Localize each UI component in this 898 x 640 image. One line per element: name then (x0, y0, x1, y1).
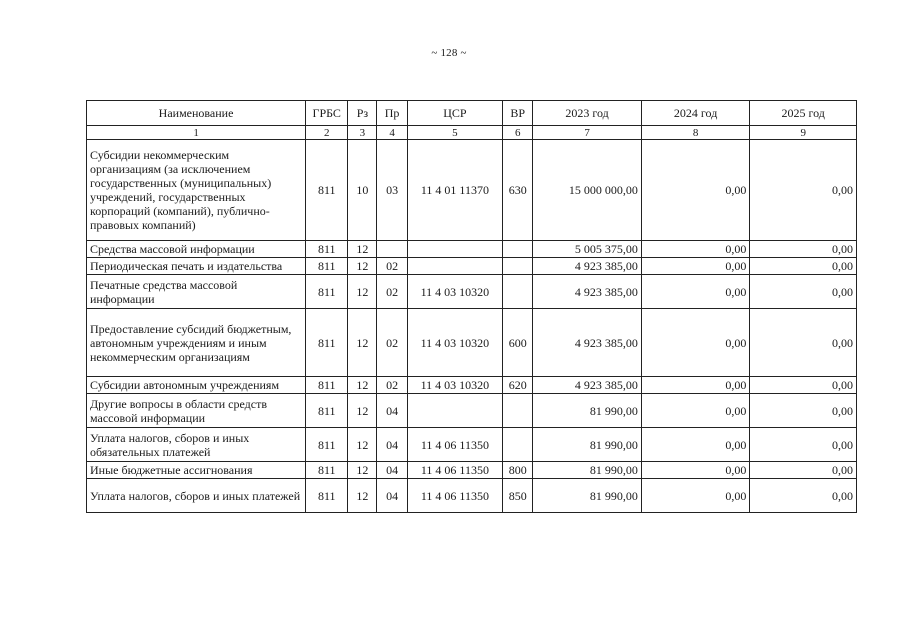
table-row (87, 275, 857, 309)
row-vr (503, 241, 533, 258)
row-rz: 10 (348, 140, 377, 241)
header-vr: ВР (503, 101, 533, 126)
row-vr: 800 (503, 462, 533, 479)
row-2024: 0,00 (641, 258, 750, 275)
row-2023: 81 990,00 (533, 462, 642, 479)
column-number: 4 (377, 126, 407, 140)
row-grbs: 811 (306, 258, 348, 275)
column-number: 9 (750, 126, 857, 140)
row-name: Средства массовой информации (87, 241, 306, 258)
row-2024: 0,00 (641, 309, 750, 377)
row-rz: 12 (348, 479, 377, 513)
header-2023: 2023 год (533, 101, 642, 126)
column-number: 3 (348, 126, 377, 140)
row-2025: 0,00 (750, 428, 857, 462)
table-row (87, 309, 857, 377)
row-pr: 02 (377, 258, 407, 275)
row-grbs: 811 (306, 140, 348, 241)
column-number: 7 (533, 126, 642, 140)
row-vr: 600 (503, 309, 533, 377)
row-2025: 0,00 (750, 241, 857, 258)
row-grbs: 811 (306, 462, 348, 479)
column-number: 5 (407, 126, 502, 140)
row-csr (407, 394, 502, 428)
column-number: 2 (306, 126, 348, 140)
row-name: Уплата налогов, сборов и иных платежей (87, 479, 306, 513)
row-name: Субсидии автономным учреждениям (87, 377, 306, 394)
row-grbs: 811 (306, 428, 348, 462)
row-csr: 11 4 06 11350 (407, 479, 502, 513)
row-pr: 04 (377, 462, 407, 479)
page-number: ~ 128 ~ (431, 47, 467, 59)
header-name: Наименование (87, 101, 306, 126)
row-vr (503, 394, 533, 428)
row-rz: 12 (348, 394, 377, 428)
table-row (87, 479, 857, 513)
row-rz: 12 (348, 241, 377, 258)
row-2025: 0,00 (750, 309, 857, 377)
row-grbs: 811 (306, 479, 348, 513)
row-vr: 620 (503, 377, 533, 394)
table-row (87, 377, 857, 394)
row-grbs: 811 (306, 309, 348, 377)
row-grbs: 811 (306, 394, 348, 428)
row-csr: 11 4 03 10320 (407, 377, 502, 394)
row-grbs: 811 (306, 241, 348, 258)
row-2023: 81 990,00 (533, 394, 642, 428)
row-name: Периодическая печать и издательства (87, 258, 306, 275)
row-rz: 12 (348, 309, 377, 377)
row-csr: 11 4 06 11350 (407, 462, 502, 479)
table-row (87, 428, 857, 462)
row-2023: 15 000 000,00 (533, 140, 642, 241)
table-row (87, 394, 857, 428)
row-pr: 02 (377, 275, 407, 309)
row-pr: 03 (377, 140, 407, 241)
row-pr: 04 (377, 428, 407, 462)
row-2024: 0,00 (641, 462, 750, 479)
header-pr: Пр (377, 101, 407, 126)
row-csr (407, 258, 502, 275)
row-2025: 0,00 (750, 275, 857, 309)
header-2024: 2024 год (641, 101, 750, 126)
row-vr: 630 (503, 140, 533, 241)
row-name: Иные бюджетные ассигнования (87, 462, 306, 479)
table-header-row (87, 101, 857, 126)
row-csr: 11 4 03 10320 (407, 275, 502, 309)
row-2025: 0,00 (750, 479, 857, 513)
table-row (87, 241, 857, 258)
row-pr: 04 (377, 394, 407, 428)
row-2023: 81 990,00 (533, 428, 642, 462)
row-vr (503, 428, 533, 462)
row-2024: 0,00 (641, 241, 750, 258)
row-vr (503, 275, 533, 309)
row-rz: 12 (348, 377, 377, 394)
row-rz: 12 (348, 428, 377, 462)
row-2024: 0,00 (641, 479, 750, 513)
row-pr: 02 (377, 377, 407, 394)
row-rz: 12 (348, 462, 377, 479)
row-name: Предоставление субсидий бюджетным, автономным учреждениям и иным некоммерческим организациям (87, 309, 306, 377)
row-name: Печатные средства массовой информации (87, 275, 306, 309)
row-2025: 0,00 (750, 377, 857, 394)
row-csr: 11 4 01 11370 (407, 140, 502, 241)
header-2025: 2025 год (750, 101, 857, 126)
row-2025: 0,00 (750, 462, 857, 479)
table-row (87, 462, 857, 479)
column-number: 6 (503, 126, 533, 140)
row-2023: 4 923 385,00 (533, 309, 642, 377)
row-csr (407, 241, 502, 258)
column-number: 1 (87, 126, 306, 140)
row-pr: 04 (377, 479, 407, 513)
row-2023: 5 005 375,00 (533, 241, 642, 258)
row-2023: 4 923 385,00 (533, 258, 642, 275)
header-rz: Рз (348, 101, 377, 126)
row-2023: 4 923 385,00 (533, 377, 642, 394)
row-rz: 12 (348, 258, 377, 275)
row-2024: 0,00 (641, 275, 750, 309)
row-2024: 0,00 (641, 377, 750, 394)
row-csr: 11 4 06 11350 (407, 428, 502, 462)
row-name: Субсидии некоммерческим организациям (за исключением государственных (муниципальных) учреждений, государственных корпораций (компаний), публично-правовых компаний) (87, 140, 306, 241)
row-2024: 0,00 (641, 140, 750, 241)
row-2025: 0,00 (750, 394, 857, 428)
row-csr: 11 4 03 10320 (407, 309, 502, 377)
column-number-row (87, 126, 857, 140)
row-name: Уплата налогов, сборов и иных обязательных платежей (87, 428, 306, 462)
row-rz: 12 (348, 275, 377, 309)
row-2025: 0,00 (750, 258, 857, 275)
row-2024: 0,00 (641, 428, 750, 462)
header-grbs: ГРБС (306, 101, 348, 126)
row-pr (377, 241, 407, 258)
row-vr: 850 (503, 479, 533, 513)
row-2025: 0,00 (750, 140, 857, 241)
row-grbs: 811 (306, 377, 348, 394)
table-row (87, 258, 857, 275)
row-2023: 4 923 385,00 (533, 275, 642, 309)
row-vr (503, 258, 533, 275)
row-2023: 81 990,00 (533, 479, 642, 513)
row-grbs: 811 (306, 275, 348, 309)
header-csr: ЦСР (407, 101, 502, 126)
table-row (87, 140, 857, 241)
row-pr: 02 (377, 309, 407, 377)
budget-table (86, 100, 857, 513)
row-name: Другие вопросы в области средств массовой информации (87, 394, 306, 428)
row-2024: 0,00 (641, 394, 750, 428)
column-number: 8 (641, 126, 750, 140)
